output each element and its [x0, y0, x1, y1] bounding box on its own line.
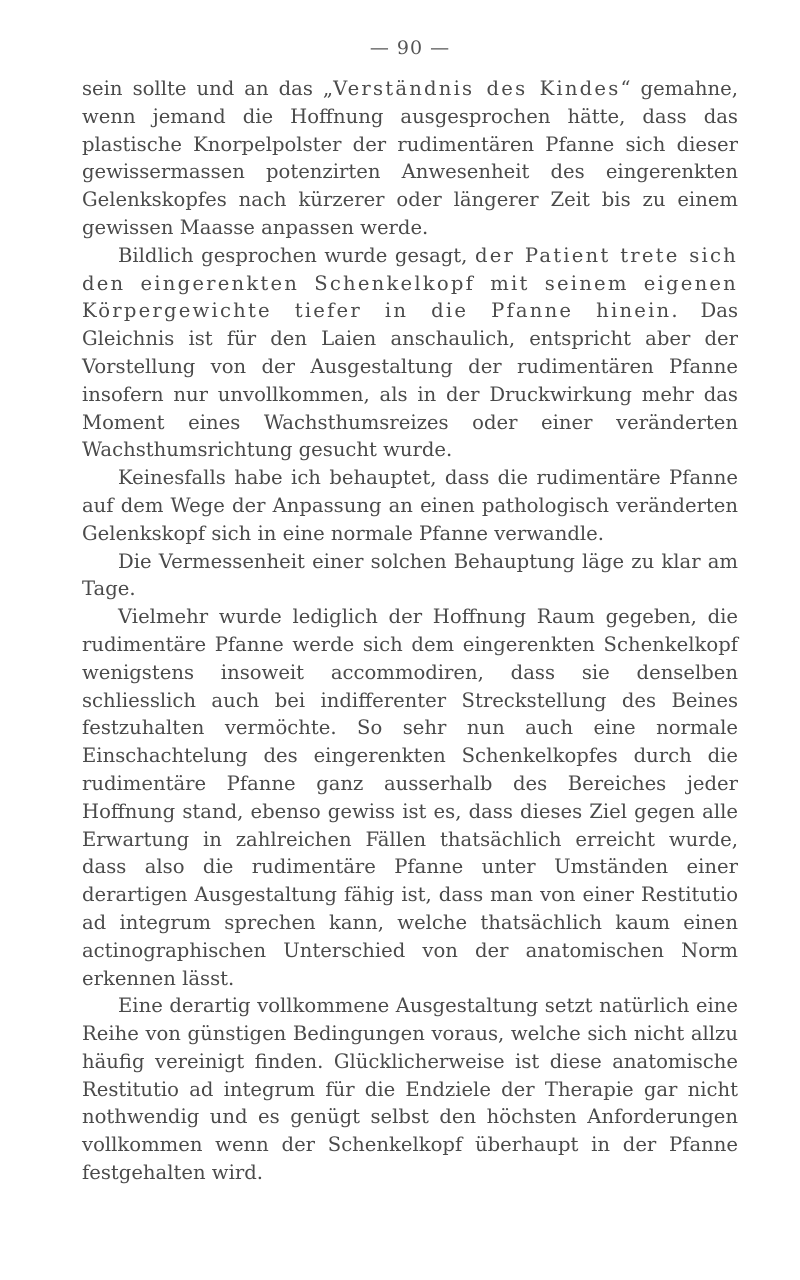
- emphasized-phrase: Verständnis des Kindes: [333, 77, 621, 100]
- emphasized-phrase: der Patient trete sich den eingerenkten Schenkelkopf mit seinem eigenen Körpergewichte tiefer in die Pfanne hinein.: [82, 243, 738, 323]
- paragraph-3: Keinesfalls habe ich behauptet, dass die rudimentäre Pfanne auf dem Wege der Anpassung an einen pathologisch veränderten Gelenkskopf sich in eine normale Pfanne verwandle.: [82, 466, 738, 545]
- paragraph-1: sein sollte und an das „Verständnis des Kindes“ gemahne, wenn jemand die Hoffnung ausgesprochen hätte, dass das plastische Knorpelpolster der rudimentären Pfanne sich dieser gewissermassen potenzirten Anwesenheit des eingerenkten Gelenkskopfes nach kürzerer oder längerer Zeit bis zu einem gewissen Maasse anpassen werde.: [82, 77, 738, 239]
- paragraph-4: Die Vermessenheit einer solchen Behauptung läge zu klar am Tage.: [82, 549, 738, 601]
- paragraph-2: Bildlich gesprochen wurde gesagt, der Patient trete sich den eingerenkten Schenkelkopf mit seinem eigenen Körpergewichte tiefer in die Pfanne hinein. Das Gleichnis ist für den Laien anschaulich, entspricht aber der Vorstellung von der Ausgestaltung der rudimentären Pfanne insofern nur unvollkommen, als in der Druckwirkung mehr das Moment eines Wachsthumsreizes oder einer veränderten Wachsthumsrichtung gesucht wurde.: [82, 243, 738, 462]
- book-page: [82, 36, 738, 1187]
- paragraph-5: Vielmehr wurde lediglich der Hoffnung Raum gegeben, die rudimentäre Pfanne werde sich dem eingerenkten Schenkelkopf wenigstens insoweit accommodiren, dass sie denselben schliesslich auch bei indifferenter Streckstellung des Beines festzuhalten vermöchte. So sehr nun auch eine normale Einschachtelung des eingerenkten Schenkelkopfes durch die rudimentäre Pfanne ganz ausserhalb des Bereiches jeder Hoffnung stand, ebenso gewiss ist es, dass dieses Ziel gegen alle Erwartung in zahlreichen Fällen thatsächlich erreicht wurde, dass also die rudimentäre Pfanne unter Umständen einer derartigen Ausgestaltung fähig ist, dass man von einer Restitutio ad integrum sprechen kann, welche thatsächlich kaum einen actinographischen Unterschied von der anatomischen Norm erkennen lässt.: [82, 605, 738, 990]
- paragraph-6: Eine derartig vollkommene Ausgestaltung setzt natürlich eine Reihe von günstigen Bedingungen voraus, welche sich nicht allzu häufig vereinigt finden. Glücklicherweise ist diese anatomische Restitutio ad integrum für die Endziele der Therapie gar nicht nothwendig und es genügt selbst den höchsten Anforderungen vollkommen wenn der Schenkelkopf überhaupt in der Pfanne festgehalten wird.: [82, 994, 738, 1185]
- page-number: — 90 —: [369, 37, 451, 59]
